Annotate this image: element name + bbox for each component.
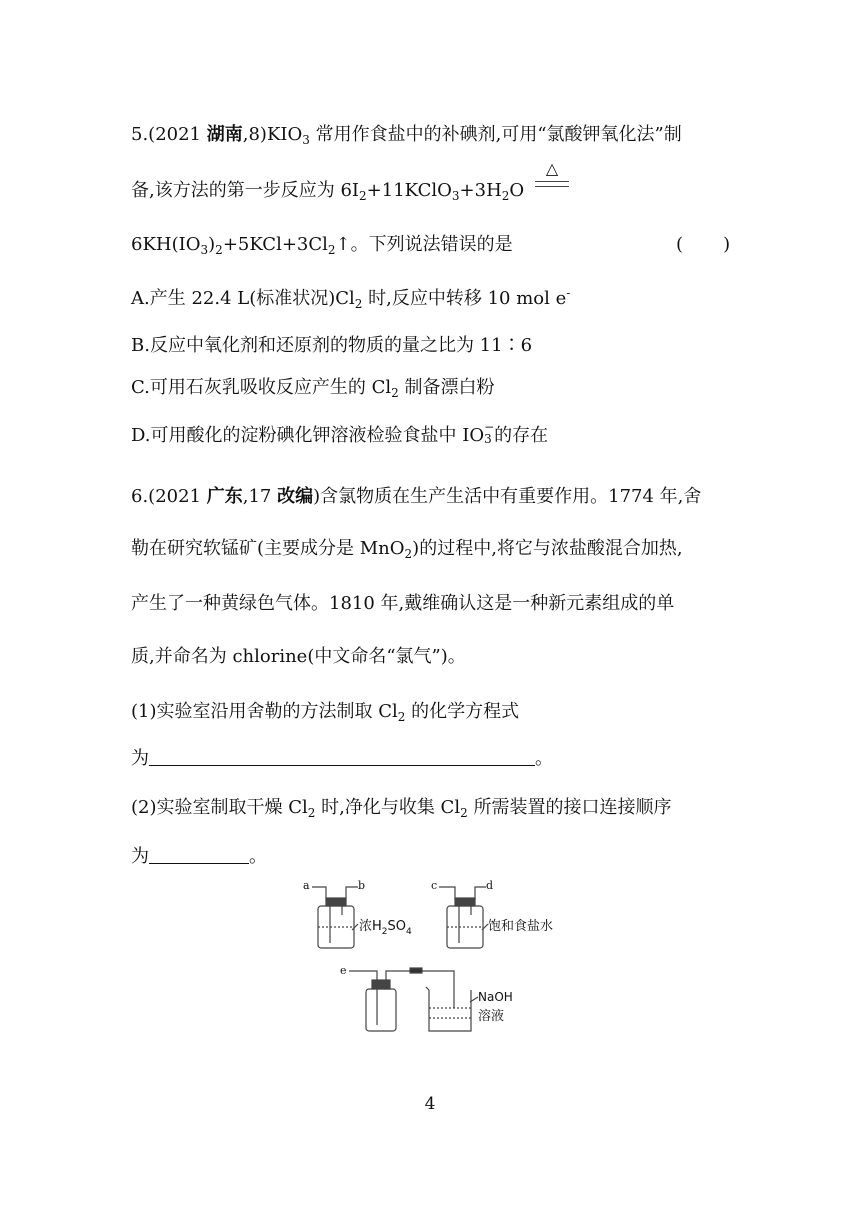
answer-blank-1[interactable] [149,747,535,766]
q5-line-3: $6KH(IO_3)_2+5KCl+3Cl_2↑$。下列说法错误的是 [131,234,513,257]
q6-line-2: 勒在研究软锰矿(主要成分是 MnO$_2$)的过程中,将它与浓盐酸混合加热, [131,538,683,561]
solution-label: 溶液 [478,1009,505,1024]
q6-part-1: (1)实验室沿用舍勒的方法制取 $Cl_2$ 的化学方程式 [131,701,520,724]
q6-part-2-answer: 为 。 [131,846,267,867]
q6-line-1: 6.(2021 广东,17 改编)含氯物质在生产生活中有重要作用。1774 年,舍 [131,486,702,507]
wash-bottle-h2so4 [312,887,358,948]
port-b-label: b [358,879,366,892]
q5-option-c: C.可用石灰乳吸收反应产生的 $Cl_2$ 制备漂白粉 [131,377,495,400]
q6-line-4: 质,并命名为 chlorine(中文命名“氯气”)。 [131,646,466,667]
wash-bottle-brine [439,887,488,948]
port-e-label: e [340,964,347,977]
naoh-label: NaOH [478,990,513,1004]
q5-option-b: B.反应中氧化剂和还原剂的物质的量之比为 11∶6 [131,335,533,356]
h2so4-label: 浓$H_2SO_4$ [359,919,412,937]
answer-blank-2[interactable] [149,845,249,864]
q6-part-1-answer: 为 。 [131,748,553,769]
q6-part-2: (2)实验室制取干燥 $Cl_2$ 时,净化与收集 $Cl_2$ 所需装置的接口连接顺序 [131,797,672,820]
q5-line-1: 5.(2021 湖南$,8)KIO_3$ 常用作食盐中的补碘剂,可用“氯酸钾氧化法”制 [131,124,682,147]
port-d-label: d [486,879,494,892]
q5-option-a: A.产生 22.4 L(标准状况)$Cl_2$ 时,反应中转移 10 mol e- [131,286,571,311]
answer-parentheses: ( ) [676,234,731,255]
naoh-beaker [426,987,478,1031]
page-number: 4 [424,1094,436,1114]
heat-symbol: △ [545,159,559,178]
port-c-label: c [431,879,438,892]
brine-label: 饱和食盐水 [488,919,554,934]
q6-line-3: 产生了一种黄绿色气体。1810 年,戴维确认这是一种新元素组成的单 [131,593,675,614]
port-a-label: a [303,879,310,892]
equation-bar-top [535,181,569,182]
collecting-bottle [349,968,454,1031]
q5-option-d: D.可用酸化的淀粉碘化钾溶液检验食盐中 IO − 3 的存在 [131,420,549,446]
equation-bar-bottom [535,186,569,187]
q5-line-2: 备,该方法的第一步反应为 $6I_2+11KClO_3+3H_2O$ [131,180,525,203]
